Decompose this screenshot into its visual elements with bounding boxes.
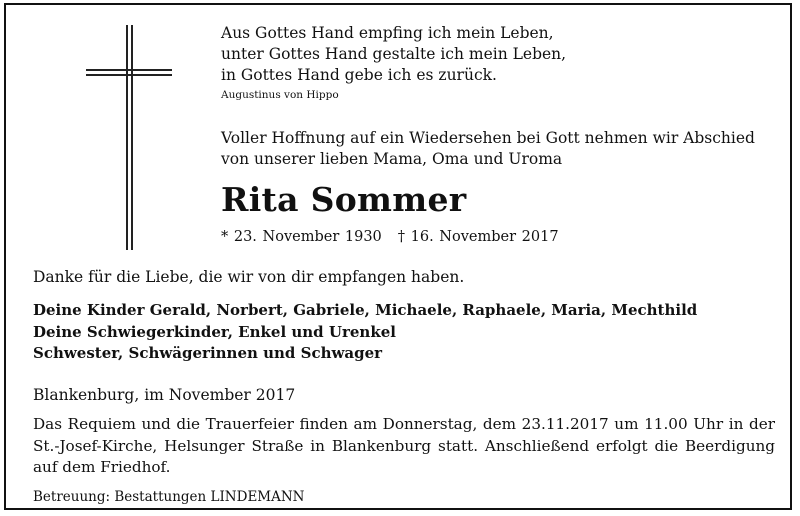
quote-line: in Gottes Hand gebe ich es zurück. <box>221 66 497 84</box>
death-date: † 16. November 2017 <box>397 229 559 245</box>
farewell-line: Voller Hoffnung auf ein Wiedersehen bei Gott nehmen wir Abschied <box>221 129 755 147</box>
family-line: Schwester, Schwägerinnen und Schwager <box>33 344 383 362</box>
quote-line: unter Gottes Hand gestalte ich mein Leben, <box>221 45 567 63</box>
place-date: Blankenburg, im November 2017 <box>33 386 296 404</box>
birth-date: * 23. November 1930 <box>221 229 382 245</box>
service-line: Das Requiem und die Trauerfeier finden am Donnerstag, dem 23.11.2017 um 11.00 Uhr in der <box>33 415 775 433</box>
quote <box>221 23 566 86</box>
farewell-line: von unserer lieben Mama, Oma und Uroma <box>221 150 563 168</box>
service-line: St.-Josef-Kirche, Helsunger Straße in Blankenburg statt. Anschließend erfolgt die Beerdigung <box>33 436 775 455</box>
family-list <box>33 300 697 365</box>
service-info <box>33 414 775 479</box>
family-line: Deine Schwiegerkinder, Enkel und Urenkel <box>33 322 396 341</box>
family-line: Deine Kinder Gerald, Norbert, Gabriele, Michaele, Raphaele, Maria, Mechthild <box>33 301 698 319</box>
quote-line: Aus Gottes Hand empfing ich mein Leben, <box>221 24 554 42</box>
thanks-text: Danke für die Liebe, die wir von dir empfangen haben. <box>33 268 465 286</box>
farewell-text <box>221 128 755 170</box>
cross-icon <box>86 25 176 255</box>
funeral-home: Betreuung: Bestattungen LINDEMANN <box>33 489 305 505</box>
quote-author: Augustinus von Hippo <box>221 89 339 101</box>
obituary-frame <box>4 3 792 510</box>
life-dates <box>221 229 559 245</box>
service-line: auf dem Friedhof. <box>33 458 171 476</box>
deceased-name: Rita Sommer <box>221 180 467 219</box>
